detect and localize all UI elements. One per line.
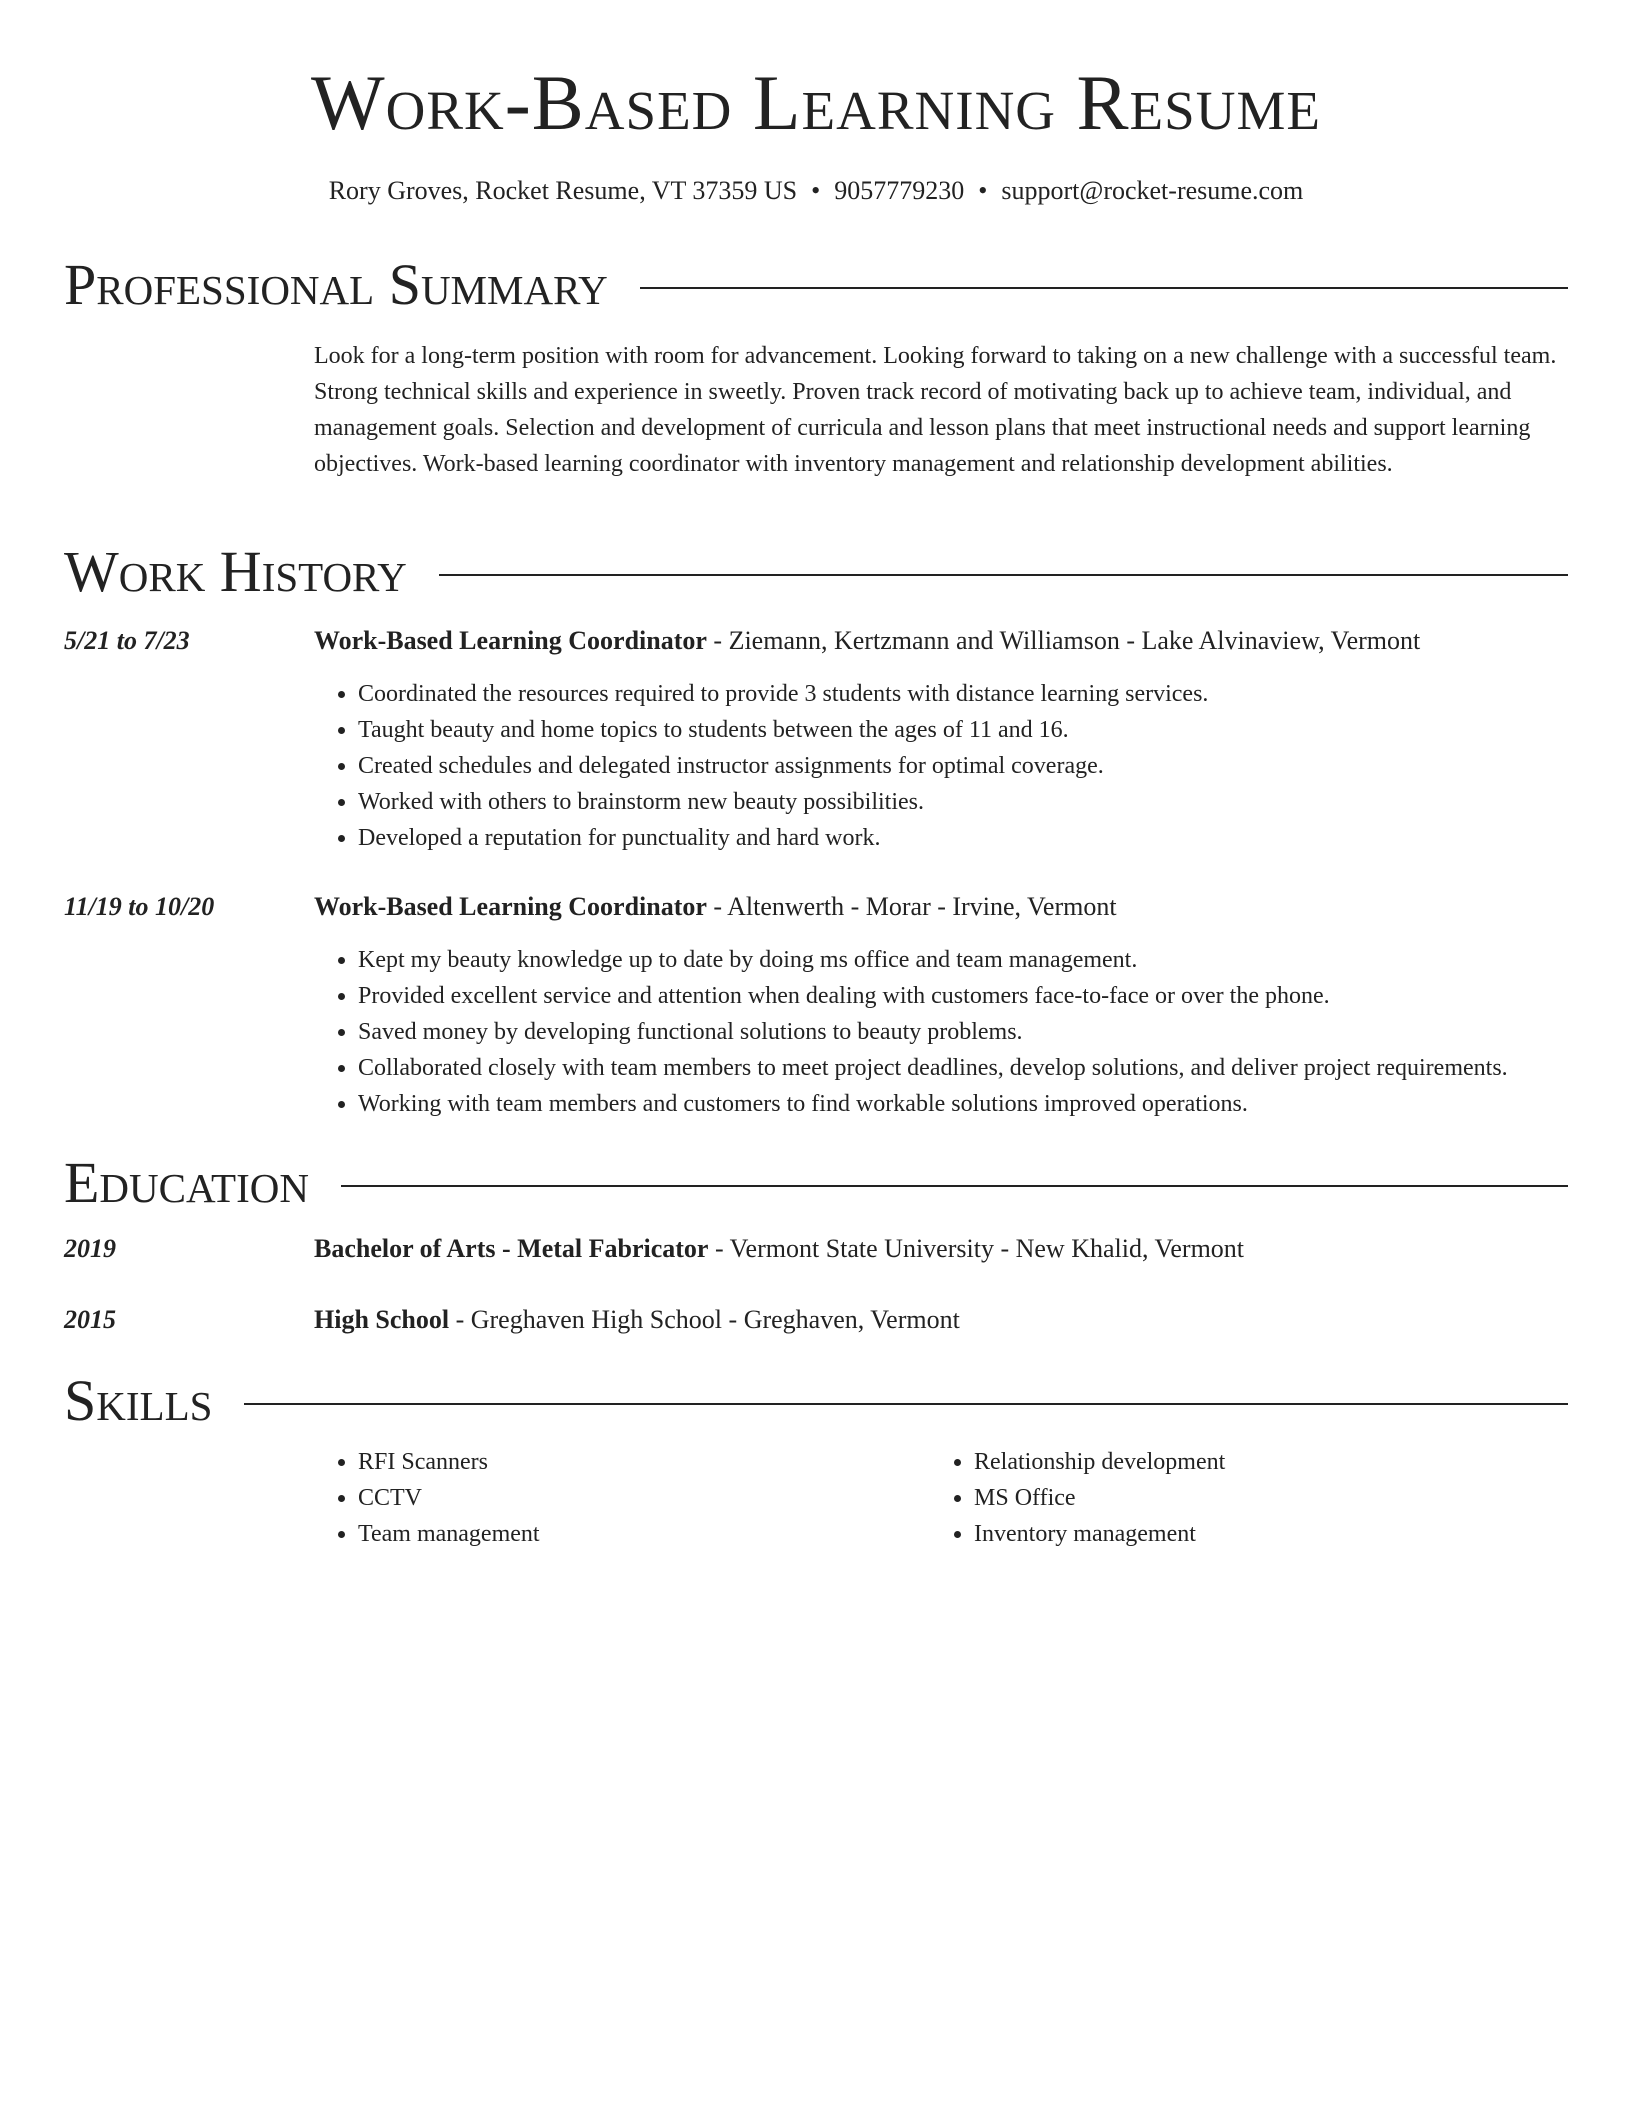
job-duties-list [314,942,1568,1122]
skills-heading: Skills [64,1368,213,1433]
section-divider [341,1185,1568,1187]
skill-item: • CCTV [358,1480,914,1516]
job-dates: 5/21 to 7/23 [64,626,190,655]
skill-item: • Team management [358,1516,914,1552]
list-item: • Collaborated closely with team members to meet project deadlines, develop solutions, and deliver project requirements. [358,1050,1568,1086]
list-item: • Worked with others to brainstorm new beauty possibilities. [358,784,1568,820]
skill-item: • Inventory management [974,1516,1550,1552]
education-section-header [64,1148,1568,1218]
contact-separator: • [978,176,988,205]
education-year: 2015 [64,1305,116,1334]
education-heading: Education [64,1150,309,1215]
contact-address: Rory Groves, Rocket Resume, VT 37359 US [328,176,798,205]
education-degree: Bachelor of Arts - Metal Fabricator [314,1234,709,1263]
skill-item: • MS Office [974,1480,1550,1516]
education-details: - Greghaven High School - Greghaven, Vermont [449,1305,960,1334]
job-duties-list [314,676,1568,856]
list-item: • Developed a reputation for punctuality and hard work. [358,820,1568,856]
list-item: • Kept my beauty knowledge up to date by doing ms office and team management. [358,942,1568,978]
education-year: 2019 [64,1234,116,1263]
contact-phone: 9057779230 [834,176,965,205]
job-title: Work-Based Learning Coordinator [314,626,707,655]
summary-section-header [64,250,1568,320]
skills-section-header [64,1366,1568,1436]
contact-email: support@rocket-resume.com [1001,176,1304,205]
summary-heading: Professional Summary [64,252,608,317]
education-details: - Vermont State University - New Khalid, Vermont [708,1234,1245,1263]
job-header [314,890,1568,924]
skills-list-right [930,1444,1550,1552]
job-title: Work-Based Learning Coordinator [314,892,707,921]
resume-title: Work-Based Learning Resume [311,59,1321,146]
section-divider [439,574,1568,576]
skill-item: • Relationship development [974,1444,1550,1480]
skills-list-left [314,1444,914,1552]
summary-text: Look for a long-term position with room for advancement. Looking forward to taking on a new challenge with a successful team. Strong technical skills and experience in sweetly. Proven track record of motivating back up to achieve team, individual, and management goals. Selection and development of curricula and lesson plans that meet instructional needs and support learning objectives. Work-based learning coordinator with inventory management and relationship development abilities. [314,343,1557,477]
list-item: • Created schedules and delegated instructor assignments for optimal coverage. [358,748,1568,784]
list-item: • Coordinated the resources required to provide 3 students with distance learning services. [358,676,1568,712]
education-header [314,1232,1568,1266]
work-section-header [64,537,1568,607]
list-item: • Working with team members and customers to find workable solutions improved operations. [358,1086,1568,1122]
section-divider [244,1403,1568,1405]
list-item: • Saved money by developing functional solutions to beauty problems. [358,1014,1568,1050]
list-item: • Provided excellent service and attention when dealing with customers face-to-face or over the phone. [358,978,1568,1014]
list-item: • Taught beauty and home topics to students between the ages of 11 and 16. [358,712,1568,748]
section-divider [640,287,1568,289]
job-details: - Altenwerth - Morar - Irvine, Vermont [706,892,1117,921]
skill-item: • RFI Scanners [358,1444,914,1480]
education-degree: High School [314,1305,450,1334]
contact-separator: • [811,176,821,205]
job-dates: 11/19 to 10/20 [64,892,215,921]
job-header [314,624,1568,658]
work-heading: Work History [64,539,407,604]
contact-line [64,174,1568,208]
job-details: - Ziemann, Kertzmann and Williamson - Lake Alvinaview, Vermont [706,626,1421,655]
education-header [314,1303,1568,1337]
